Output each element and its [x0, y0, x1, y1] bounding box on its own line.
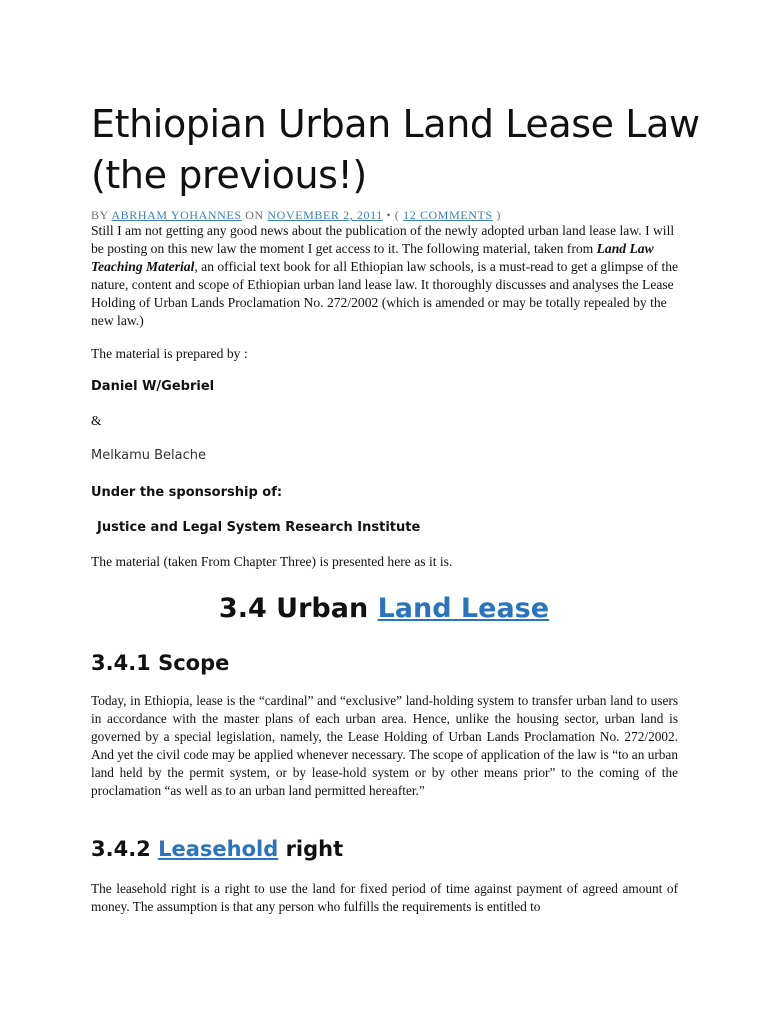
land-lease-link[interactable]: Land Lease — [377, 593, 550, 624]
article-title: Ethiopian Urban Land Lease Law (the previous!) — [91, 102, 700, 197]
leasehold-heading-suffix: right — [278, 837, 344, 861]
byline-close-paren: ) — [496, 208, 501, 222]
date-link[interactable]: NOVEMBER 2, 2011 — [267, 208, 383, 222]
byline-by: BY — [91, 208, 109, 222]
leasehold-heading-prefix: 3.4.2 — [91, 837, 159, 861]
scope-heading: 3.4.1 Scope — [91, 651, 230, 675]
intro-book-title: Land Law Teaching Material — [91, 241, 654, 274]
byline — [91, 207, 731, 223]
intro-text-after: , an official text book for all Ethiopian law schools, is a must-read to get a glimpse of the nature, content and scope of Ethiopian urban land lease law. It thoroughly discusses and analyses the Lease Holding of Urban Lands Proclamation No. 272/2002 (which is amended or may be totally repealed by the new law.) — [91, 259, 679, 328]
leasehold-heading — [91, 834, 343, 864]
byline-open-paren: ( — [394, 208, 400, 222]
source-note: The material (taken From Chapter Three) is presented here as it is. — [91, 554, 453, 569]
scope-paragraph: Today, in Ethiopia, lease is the “cardinal” and “exclusive” land-holding system to transfer urban land to users in accordance with the master plans of each urban area. Hence, unlike the housing sector, urban land is governed by a special legislation, namely, the Lease Holding of Urban Lands Proclamation No. 272/2002. And yet the civil code may be applied whenever necessary. The scope of application of the law is “to an urban land held by the permit system, or by lease-hold system or by other means prior” to the coming of the proclamation “as well as to an urban land permitted hereafter.” — [91, 693, 678, 798]
section-heading-prefix: 3.4 Urban — [218, 593, 378, 624]
prepared-by-text: The material is prepared by : — [91, 346, 248, 361]
leasehold-link[interactable]: Leasehold — [158, 837, 279, 861]
section-heading — [0, 589, 768, 629]
author-link[interactable]: ABRHAM YOHANNES — [111, 208, 242, 222]
author-name-2: Melkamu Belache — [91, 448, 207, 463]
intro-paragraph — [91, 222, 681, 330]
comments-link[interactable]: 12 COMMENTS — [403, 208, 493, 222]
byline-bullet: • — [386, 208, 392, 222]
leasehold-paragraph: The leasehold right is a right to use the land for fixed period of time against payment of agreed amount of money. The assumption is that any person who fulfills the requirements is entitled to — [91, 881, 678, 914]
sponsorship-label: Under the sponsorship of: — [91, 485, 283, 500]
ampersand: & — [91, 413, 102, 428]
author-name-1: Daniel W/Gebriel — [91, 379, 215, 394]
byline-on: ON — [245, 208, 264, 222]
institute-name: Justice and Legal System Research Institute — [97, 520, 421, 535]
intro-text-before: Still I am not getting any good news about the publication of the newly adopted urban land lease law. I will be posting on this new law the moment I get access to it. The following material, taken from — [91, 223, 675, 256]
